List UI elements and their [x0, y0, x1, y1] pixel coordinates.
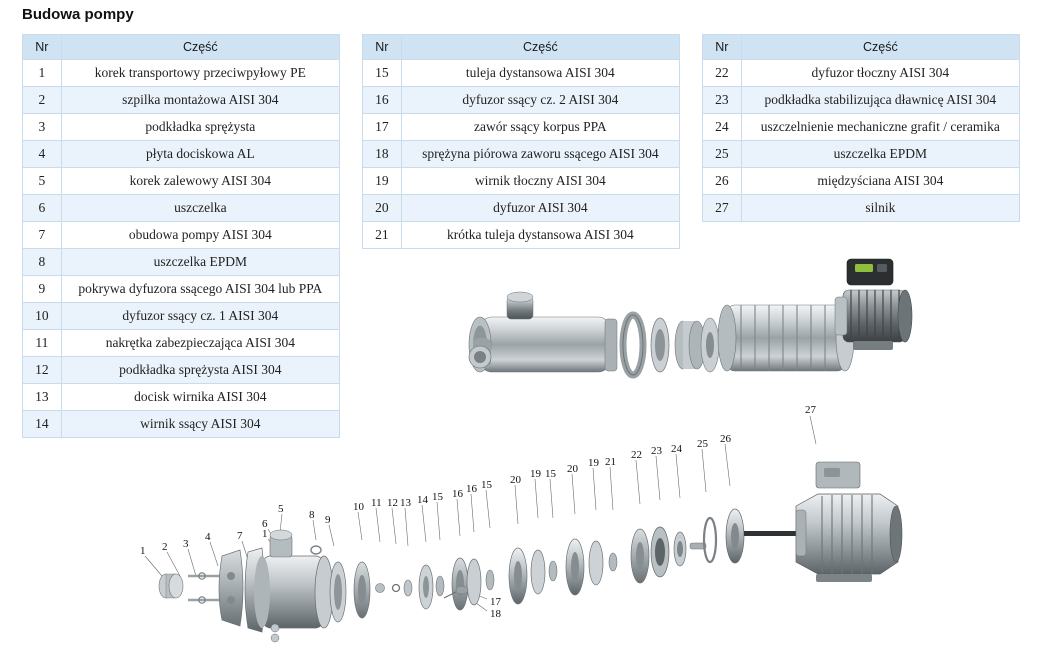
cell-nr: 16 [363, 87, 402, 114]
part-motor [796, 462, 902, 582]
part-impeller-clamp [404, 580, 412, 596]
table-row [23, 87, 340, 114]
cell-part: międzyściana AISI 304 [741, 168, 1019, 195]
callout-number: 6 [262, 518, 268, 530]
cell-nr: 3 [23, 114, 62, 141]
cell-nr: 1 [23, 60, 62, 87]
cell-part: podkładka sprężysta AISI 304 [61, 357, 339, 384]
cell-nr: 23 [703, 87, 742, 114]
cell-part: zawór ssący korpus PPA [401, 114, 679, 141]
pump-diffuser-cover [651, 318, 669, 372]
table-body [23, 60, 340, 438]
cell-part: silnik [741, 195, 1019, 222]
table-row [363, 195, 680, 222]
cell-nr: 12 [23, 357, 62, 384]
cell-nr: 14 [23, 411, 62, 438]
cell-part: uszczelka EPDM [61, 249, 339, 276]
table-row [703, 60, 1020, 87]
callout-number: 16 [466, 483, 477, 495]
cell-part: pokrywa dyfuzora ssącego AISI 304 lub PPA [61, 276, 339, 303]
table-body [703, 60, 1020, 222]
cell-part: uszczelka EPDM [741, 141, 1019, 168]
callout-number: 15 [481, 479, 492, 491]
table-row [703, 87, 1020, 114]
callout-number: 10 [353, 501, 364, 513]
table-header-row [23, 35, 340, 60]
table-row [23, 249, 340, 276]
part-oring-epdm [704, 518, 716, 562]
callout-number: 18 [490, 608, 501, 620]
cell-nr: 18 [363, 141, 402, 168]
part-gasket-epdm [311, 546, 321, 554]
column-header-nr: Nr [363, 35, 402, 60]
cell-nr: 9 [23, 276, 62, 303]
callout-number: 22 [631, 449, 642, 461]
callout-number: 4 [205, 531, 211, 543]
cell-nr: 21 [363, 222, 402, 249]
table-row [23, 195, 340, 222]
table-row [23, 141, 340, 168]
callout-number: 9 [325, 514, 331, 526]
table-row [23, 222, 340, 249]
callout-number: 12 [387, 497, 398, 509]
table-row [363, 60, 680, 87]
cell-part: dyfuzor ssący cz. 1 AISI 304 [61, 303, 339, 330]
pump-exploded-diagram [110, 400, 1030, 662]
table-row [23, 276, 340, 303]
table-header [363, 35, 680, 60]
pump-impeller-stack [675, 318, 719, 372]
table-body [363, 60, 680, 249]
column-header-part: Część [401, 35, 679, 60]
callout-number: 26 [720, 433, 731, 445]
column-header-nr: Nr [23, 35, 62, 60]
callout-number: 17 [490, 596, 501, 608]
callout-number: 23 [651, 445, 662, 457]
cell-part: płyta dociskowa AL [61, 141, 339, 168]
table-row [363, 141, 680, 168]
part-discharge-diffuser [631, 529, 649, 583]
column-header-part: Część [741, 35, 1019, 60]
part-spacer-sleeve [436, 576, 444, 596]
callout-number: 1 [140, 545, 146, 557]
part-suction-impeller [419, 565, 433, 609]
callout-number: 8 [309, 509, 315, 521]
part-intermediate-wall [726, 509, 744, 563]
table-row [23, 114, 340, 141]
table-row [363, 114, 680, 141]
part-suction-diffuser-2 [452, 558, 481, 610]
cell-part: sprężyna piórowa zaworu ssącego AISI 304 [401, 141, 679, 168]
part-stage-group-1 [509, 548, 557, 604]
part-spacer-sleeve-2 [486, 570, 494, 590]
cell-nr: 19 [363, 168, 402, 195]
callout-number: 2 [162, 541, 168, 553]
cell-nr: 11 [23, 330, 62, 357]
callout-number: 21 [605, 456, 616, 468]
cell-nr: 4 [23, 141, 62, 168]
callout-number: 7 [237, 530, 243, 542]
part-transport-plug [159, 574, 183, 598]
callout-number: 27 [805, 404, 816, 416]
pump-suction-body [469, 292, 617, 372]
cell-nr: 6 [23, 195, 62, 222]
table-header [23, 35, 340, 60]
cell-nr: 2 [23, 87, 62, 114]
cell-part: podkładka stabilizująca dławnicę AISI 304 [741, 87, 1019, 114]
part-seal-housing [651, 527, 686, 577]
part-diffuser-cover [330, 562, 346, 622]
parts-table-3 [702, 34, 1020, 222]
table-header [703, 35, 1020, 60]
cell-part: korek zalewowy AISI 304 [61, 168, 339, 195]
cell-nr: 24 [703, 114, 742, 141]
table-row [703, 141, 1020, 168]
cell-part: uszczelnienie mechaniczne grafit / ceramika [741, 114, 1019, 141]
part-suction-diffuser-1 [354, 562, 370, 618]
callout-number: 1 [262, 528, 268, 540]
table-row [703, 168, 1020, 195]
part-motor-shaft [744, 531, 800, 536]
part-spring-washer-12 [393, 585, 400, 592]
pump-photo-svg [455, 245, 925, 395]
table-header-row [703, 35, 1020, 60]
cell-nr: 17 [363, 114, 402, 141]
cell-part: uszczelka [61, 195, 339, 222]
cell-part: wirnik ssący AISI 304 [61, 411, 339, 438]
cell-nr: 7 [23, 222, 62, 249]
cell-nr: 27 [703, 195, 742, 222]
callout-number: 20 [510, 474, 521, 486]
pump-motor [835, 259, 912, 350]
table-row [363, 87, 680, 114]
pump-photo-exploded-top [455, 245, 925, 395]
callout-number: 5 [278, 503, 284, 515]
cell-part: dyfuzor tłoczny AISI 304 [741, 60, 1019, 87]
cell-nr: 15 [363, 60, 402, 87]
part-lock-nut [376, 584, 385, 593]
part-spring-washers [199, 573, 205, 603]
cell-part: krótka tuleja dystansowa AISI 304 [401, 222, 679, 249]
table-row [363, 168, 680, 195]
callout-number: 25 [697, 438, 708, 450]
part-pressure-plate [219, 550, 243, 626]
cell-part: podkładka sprężysta [61, 114, 339, 141]
table-row [23, 60, 340, 87]
callout-number: 15 [545, 468, 556, 480]
cell-part: szpilka montażowa AISI 304 [61, 87, 339, 114]
part-stage-group-2 [566, 539, 617, 595]
cell-nr: 8 [23, 249, 62, 276]
cell-part: tuleja dystansowa AISI 304 [401, 60, 679, 87]
callout-number: 14 [417, 494, 428, 506]
cell-part: wirnik tłoczny AISI 304 [401, 168, 679, 195]
cell-nr: 22 [703, 60, 742, 87]
column-header-nr: Nr [703, 35, 742, 60]
page-title: Budowa pompy [22, 6, 134, 23]
pump-stage-chambers [718, 305, 854, 371]
cell-part: nakrętka zabezpieczająca AISI 304 [61, 330, 339, 357]
cell-nr: 10 [23, 303, 62, 330]
cell-part: korek transportowy przeciwpyłowy PE [61, 60, 339, 87]
cell-nr: 20 [363, 195, 402, 222]
cell-nr: 5 [23, 168, 62, 195]
callout-number: 11 [371, 497, 382, 509]
callout-number: 20 [567, 463, 578, 475]
column-header-part: Część [61, 35, 339, 60]
table-row [703, 114, 1020, 141]
table-row [23, 357, 340, 384]
cell-part: dyfuzor AISI 304 [401, 195, 679, 222]
callout-number: 19 [530, 468, 541, 480]
table-row [23, 303, 340, 330]
callout-number: 3 [183, 538, 189, 550]
pump-gasket-ring [623, 315, 643, 375]
parts-table-1 [22, 34, 340, 438]
cell-part: docisk wirnika AISI 304 [61, 384, 339, 411]
table-row [703, 195, 1020, 222]
cell-nr: 13 [23, 384, 62, 411]
cell-part: dyfuzor ssący cz. 2 AISI 304 [401, 87, 679, 114]
table-header-row [363, 35, 680, 60]
callout-number: 15 [432, 491, 443, 503]
cell-nr: 26 [703, 168, 742, 195]
cell-nr: 25 [703, 141, 742, 168]
exploded-diagram-svg [110, 400, 1030, 662]
callout-number: 16 [452, 488, 463, 500]
callout-number: 13 [400, 497, 411, 509]
cell-part: obudowa pompy AISI 304 [61, 222, 339, 249]
parts-table-2 [362, 34, 680, 249]
callout-number: 24 [671, 443, 682, 455]
callout-number: 19 [588, 457, 599, 469]
table-row [23, 168, 340, 195]
table-row [23, 330, 340, 357]
